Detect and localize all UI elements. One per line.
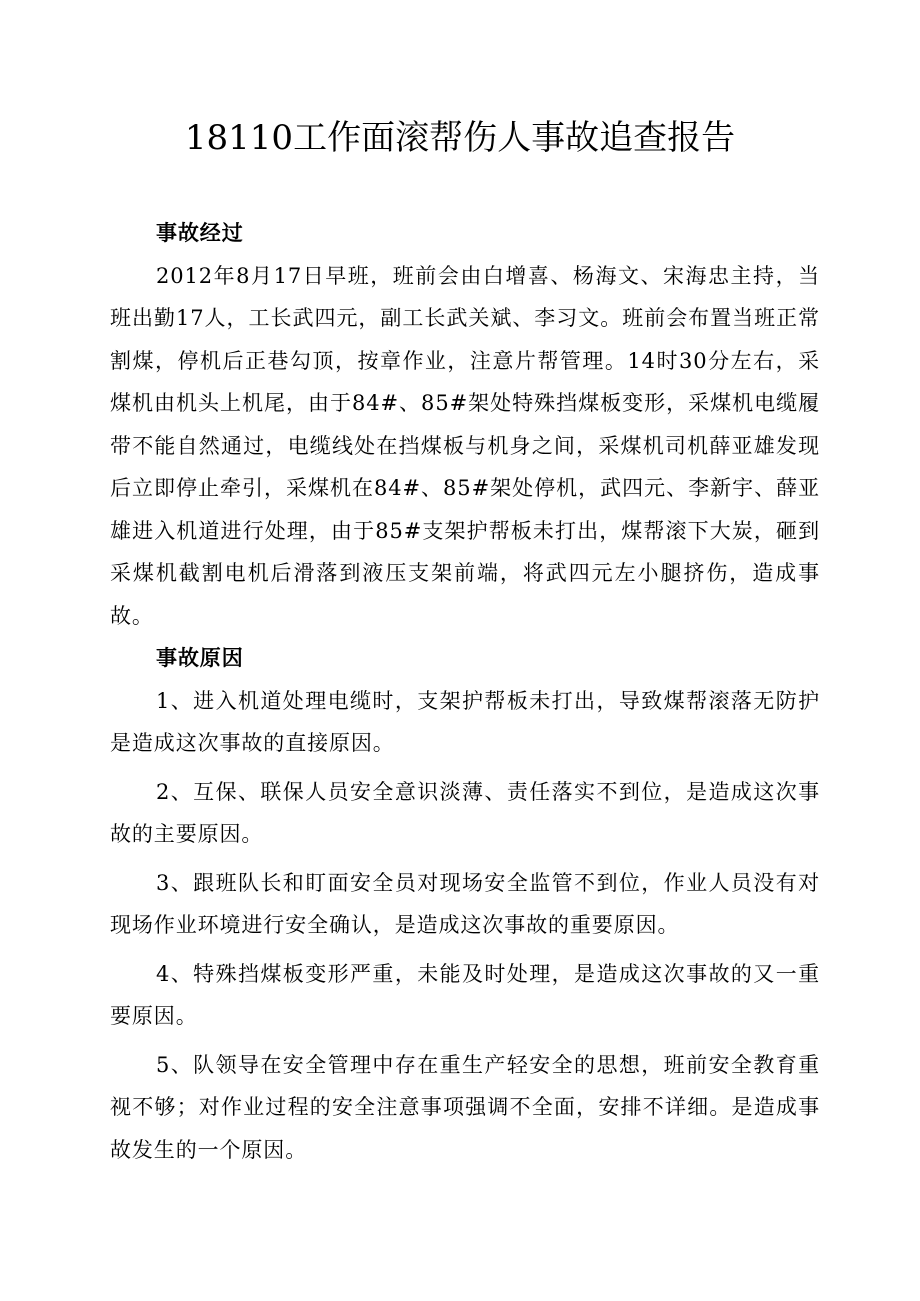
document-title: 18110工作面滚帮伤人事故追查报告: [184, 118, 736, 158]
document-body: [110, 212, 820, 1177]
cause-item-4: 4、特殊挡煤板变形严重，未能及时处理，是造成这次事故的又一重要原因。: [110, 961, 820, 1028]
cause-item-5: 5、队领导在安全管理中存在重生产轻安全的思想，班前安全教育重视不够；对作业过程的安全注意事项强调不全面，安排不详细。是造成事故发生的一个原因。: [110, 1052, 820, 1162]
cause-item-1: 1、进入机道处理电缆时，支架护帮板未打出，导致煤帮滚落无防护是造成这次事故的直接原因。: [110, 688, 820, 755]
section-heading-accident-causes: 事故原因: [156, 645, 244, 670]
cause-item-3: 3、跟班队长和盯面安全员对现场安全监管不到位，作业人员没有对现场作业环境进行安全确认，是造成这次事故的重要原因。: [110, 870, 820, 937]
accident-process-paragraph: 2012年8月17日早班，班前会由白增喜、杨海文、宋海忠主持，当班出勤17人，工长武四元，副工长武关斌、李习文。班前会布置当班正常割煤，停机后正巷勾顶，按章作业，注意片帮管理。14时30分左右，采煤机由机头上机尾，由于84#、85#架处特殊挡煤板变形，采煤机电缆履带不能自然通过，电缆线处在挡煤板与机身之间，采煤机司机薛亚雄发现后立即停止牵引，采煤机在84#、85#架处停机，武四元、李新宇、薛亚雄进入机道进行处理，由于85#支架护帮板未打出，煤帮滚下大炭，砸到采煤机截割电机后滑落到液压支架前端，将武四元左小腿挤伤，造成事故。: [110, 263, 820, 628]
cause-item-2: 2、互保、联保人员安全意识淡薄、责任落实不到位，是造成这次事故的主要原因。: [110, 779, 820, 846]
section-heading-accident-process: 事故经过: [156, 220, 244, 245]
